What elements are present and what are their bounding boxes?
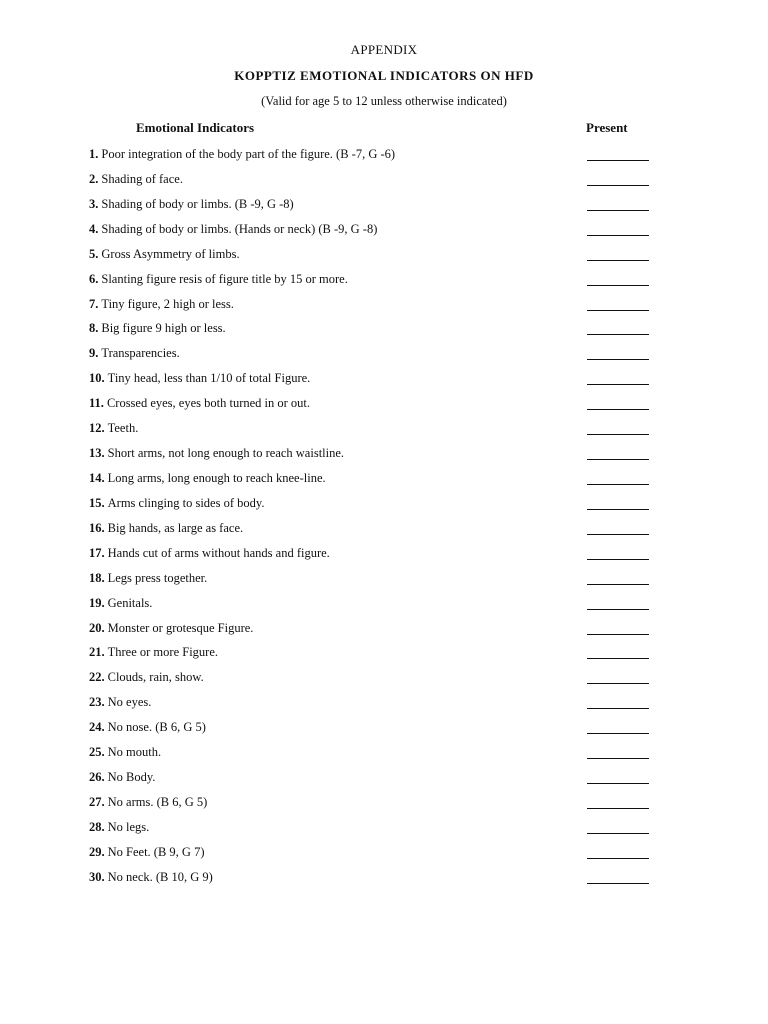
present-blank-line[interactable] (587, 197, 649, 211)
indicator-number: 12. (89, 421, 105, 436)
present-blank-line[interactable] (587, 820, 649, 834)
indicator-number: 29. (89, 844, 105, 859)
indicator-text: Transparencies. (101, 346, 180, 361)
indicator-number: 5. (89, 246, 99, 261)
indicator-list (89, 145, 654, 893)
indicator-number: 26. (89, 770, 105, 785)
present-blank-line[interactable] (587, 396, 649, 410)
indicator-number: 15. (89, 495, 105, 510)
indicator-text: Crossed eyes, eyes both turned in or out. (106, 396, 311, 411)
present-blank-line[interactable] (587, 845, 649, 859)
indicator-item (89, 569, 654, 594)
indicator-text: No nose. (B 6, G 5) (107, 720, 206, 735)
present-blank-line[interactable] (587, 272, 649, 286)
indicator-number: 13. (89, 446, 105, 461)
present-blank-line[interactable] (587, 421, 649, 435)
indicator-number: 14. (89, 470, 105, 485)
indicator-text: No neck. (B 10, G 9) (107, 869, 213, 884)
present-blank-line[interactable] (587, 670, 649, 684)
present-blank-line[interactable] (587, 870, 649, 884)
indicator-item (89, 444, 654, 469)
indicator-text: Big hands, as large as face. (107, 520, 244, 535)
present-blank-line[interactable] (587, 471, 649, 485)
indicator-text: Shading of face. (101, 171, 183, 186)
indicator-text: Tiny head, less than 1/10 of total Figure. (107, 371, 311, 386)
indicator-number: 30. (89, 869, 105, 884)
indicator-item (89, 145, 654, 170)
present-blank-line[interactable] (587, 446, 649, 460)
present-blank-line[interactable] (587, 546, 649, 560)
present-blank-line[interactable] (587, 795, 649, 809)
indicator-number: 11. (89, 396, 104, 411)
document-subtitle: (Valid for age 5 to 12 unless otherwise indicated) (261, 94, 507, 108)
indicator-number: 19. (89, 595, 105, 610)
indicator-text: Genitals. (107, 595, 153, 610)
indicator-text: Arms clinging to sides of body. (107, 495, 265, 510)
indicator-number: 20. (89, 620, 105, 635)
present-blank-line[interactable] (587, 321, 649, 335)
column-header-indicators: Emotional Indicators (136, 120, 255, 135)
indicator-number: 24. (89, 720, 105, 735)
indicator-item (89, 394, 654, 419)
present-blank-line[interactable] (587, 371, 649, 385)
indicator-item (89, 419, 654, 444)
indicator-item (89, 319, 654, 344)
present-blank-line[interactable] (587, 596, 649, 610)
present-blank-line[interactable] (587, 571, 649, 585)
indicator-item (89, 494, 654, 519)
present-blank-line[interactable] (587, 247, 649, 261)
indicator-text: No eyes. (107, 695, 152, 710)
indicator-number: 8. (89, 321, 99, 336)
indicator-number: 2. (89, 171, 99, 186)
column-header-present: Present (586, 120, 628, 135)
indicator-number: 16. (89, 520, 105, 535)
indicator-text: Long arms, long enough to reach knee-line. (107, 470, 326, 485)
indicator-text: No legs. (107, 819, 150, 834)
indicator-item (89, 643, 654, 668)
present-blank-line[interactable] (587, 695, 649, 709)
indicator-text: No Feet. (B 9, G 7) (107, 844, 205, 859)
indicator-item (89, 843, 654, 868)
indicator-item (89, 868, 654, 893)
appendix-label: APPENDIX (350, 42, 418, 57)
indicator-text: No mouth. (107, 745, 162, 760)
indicator-number: 7. (89, 296, 99, 311)
present-blank-line[interactable] (587, 770, 649, 784)
indicator-text: No arms. (B 6, G 5) (107, 794, 208, 809)
indicator-text: Tiny figure, 2 high or less. (101, 296, 234, 311)
indicator-number: 27. (89, 794, 105, 809)
indicator-number: 22. (89, 670, 105, 685)
present-blank-line[interactable] (587, 621, 649, 635)
indicator-item (89, 768, 654, 793)
indicator-number: 28. (89, 819, 105, 834)
present-blank-line[interactable] (587, 645, 649, 659)
indicator-text: Shading of body or limbs. (Hands or neck) (B -9, G -8) (101, 221, 378, 236)
indicator-text: Big figure 9 high or less. (101, 321, 226, 336)
indicator-item (89, 369, 654, 394)
indicator-item (89, 344, 654, 369)
indicator-text: Legs press together. (107, 570, 208, 585)
indicator-number: 3. (89, 196, 99, 211)
indicator-text: Gross Asymmetry of limbs. (101, 246, 240, 261)
indicator-item (89, 668, 654, 693)
present-blank-line[interactable] (587, 521, 649, 535)
indicator-item (89, 195, 654, 220)
indicator-item (89, 619, 654, 644)
indicator-number: 4. (89, 221, 99, 236)
present-blank-line[interactable] (587, 720, 649, 734)
present-blank-line[interactable] (587, 745, 649, 759)
indicator-item (89, 793, 654, 818)
indicator-number: 9. (89, 346, 99, 361)
indicator-item (89, 170, 654, 195)
present-blank-line[interactable] (587, 222, 649, 236)
indicator-text: Monster or grotesque Figure. (107, 620, 254, 635)
indicator-item (89, 220, 654, 245)
indicator-text: Short arms, not long enough to reach waistline. (107, 446, 345, 461)
indicator-item (89, 469, 654, 494)
indicator-item (89, 245, 654, 270)
indicator-item (89, 718, 654, 743)
indicator-number: 17. (89, 545, 105, 560)
indicator-item (89, 594, 654, 619)
present-blank-line[interactable] (587, 172, 649, 186)
indicator-text: Slanting figure resis of figure title by 15 or more. (101, 271, 348, 286)
present-blank-line[interactable] (587, 297, 649, 311)
present-blank-line[interactable] (587, 496, 649, 510)
indicator-number: 23. (89, 695, 105, 710)
indicator-text: Clouds, rain, show. (107, 670, 204, 685)
indicator-item (89, 818, 654, 843)
document-title: KOPPTIZ EMOTIONAL INDICATORS ON HFD (234, 68, 534, 83)
indicator-text: No Body. (107, 770, 156, 785)
indicator-text: Shading of body or limbs. (B -9, G -8) (101, 196, 294, 211)
indicator-text: Teeth. (107, 421, 139, 436)
indicator-item (89, 519, 654, 544)
indicator-text: Poor integration of the body part of the figure. (B -7, G -6) (101, 147, 396, 161)
indicator-item (89, 743, 654, 768)
indicator-number: 25. (89, 745, 105, 760)
indicator-text: Three or more Figure. (107, 645, 219, 660)
indicator-item (89, 544, 654, 569)
indicator-number: 10. (89, 371, 105, 386)
indicator-item (89, 295, 654, 320)
indicator-item (89, 693, 654, 718)
indicator-item (89, 270, 654, 295)
present-blank-line[interactable] (587, 346, 649, 360)
indicator-number: 1. (89, 147, 99, 161)
indicator-number: 21. (89, 645, 105, 660)
indicator-number: 18. (89, 570, 105, 585)
present-blank-line[interactable] (587, 147, 649, 161)
indicator-number: 6. (89, 271, 99, 286)
indicator-text: Hands cut of arms without hands and figure. (107, 545, 330, 560)
